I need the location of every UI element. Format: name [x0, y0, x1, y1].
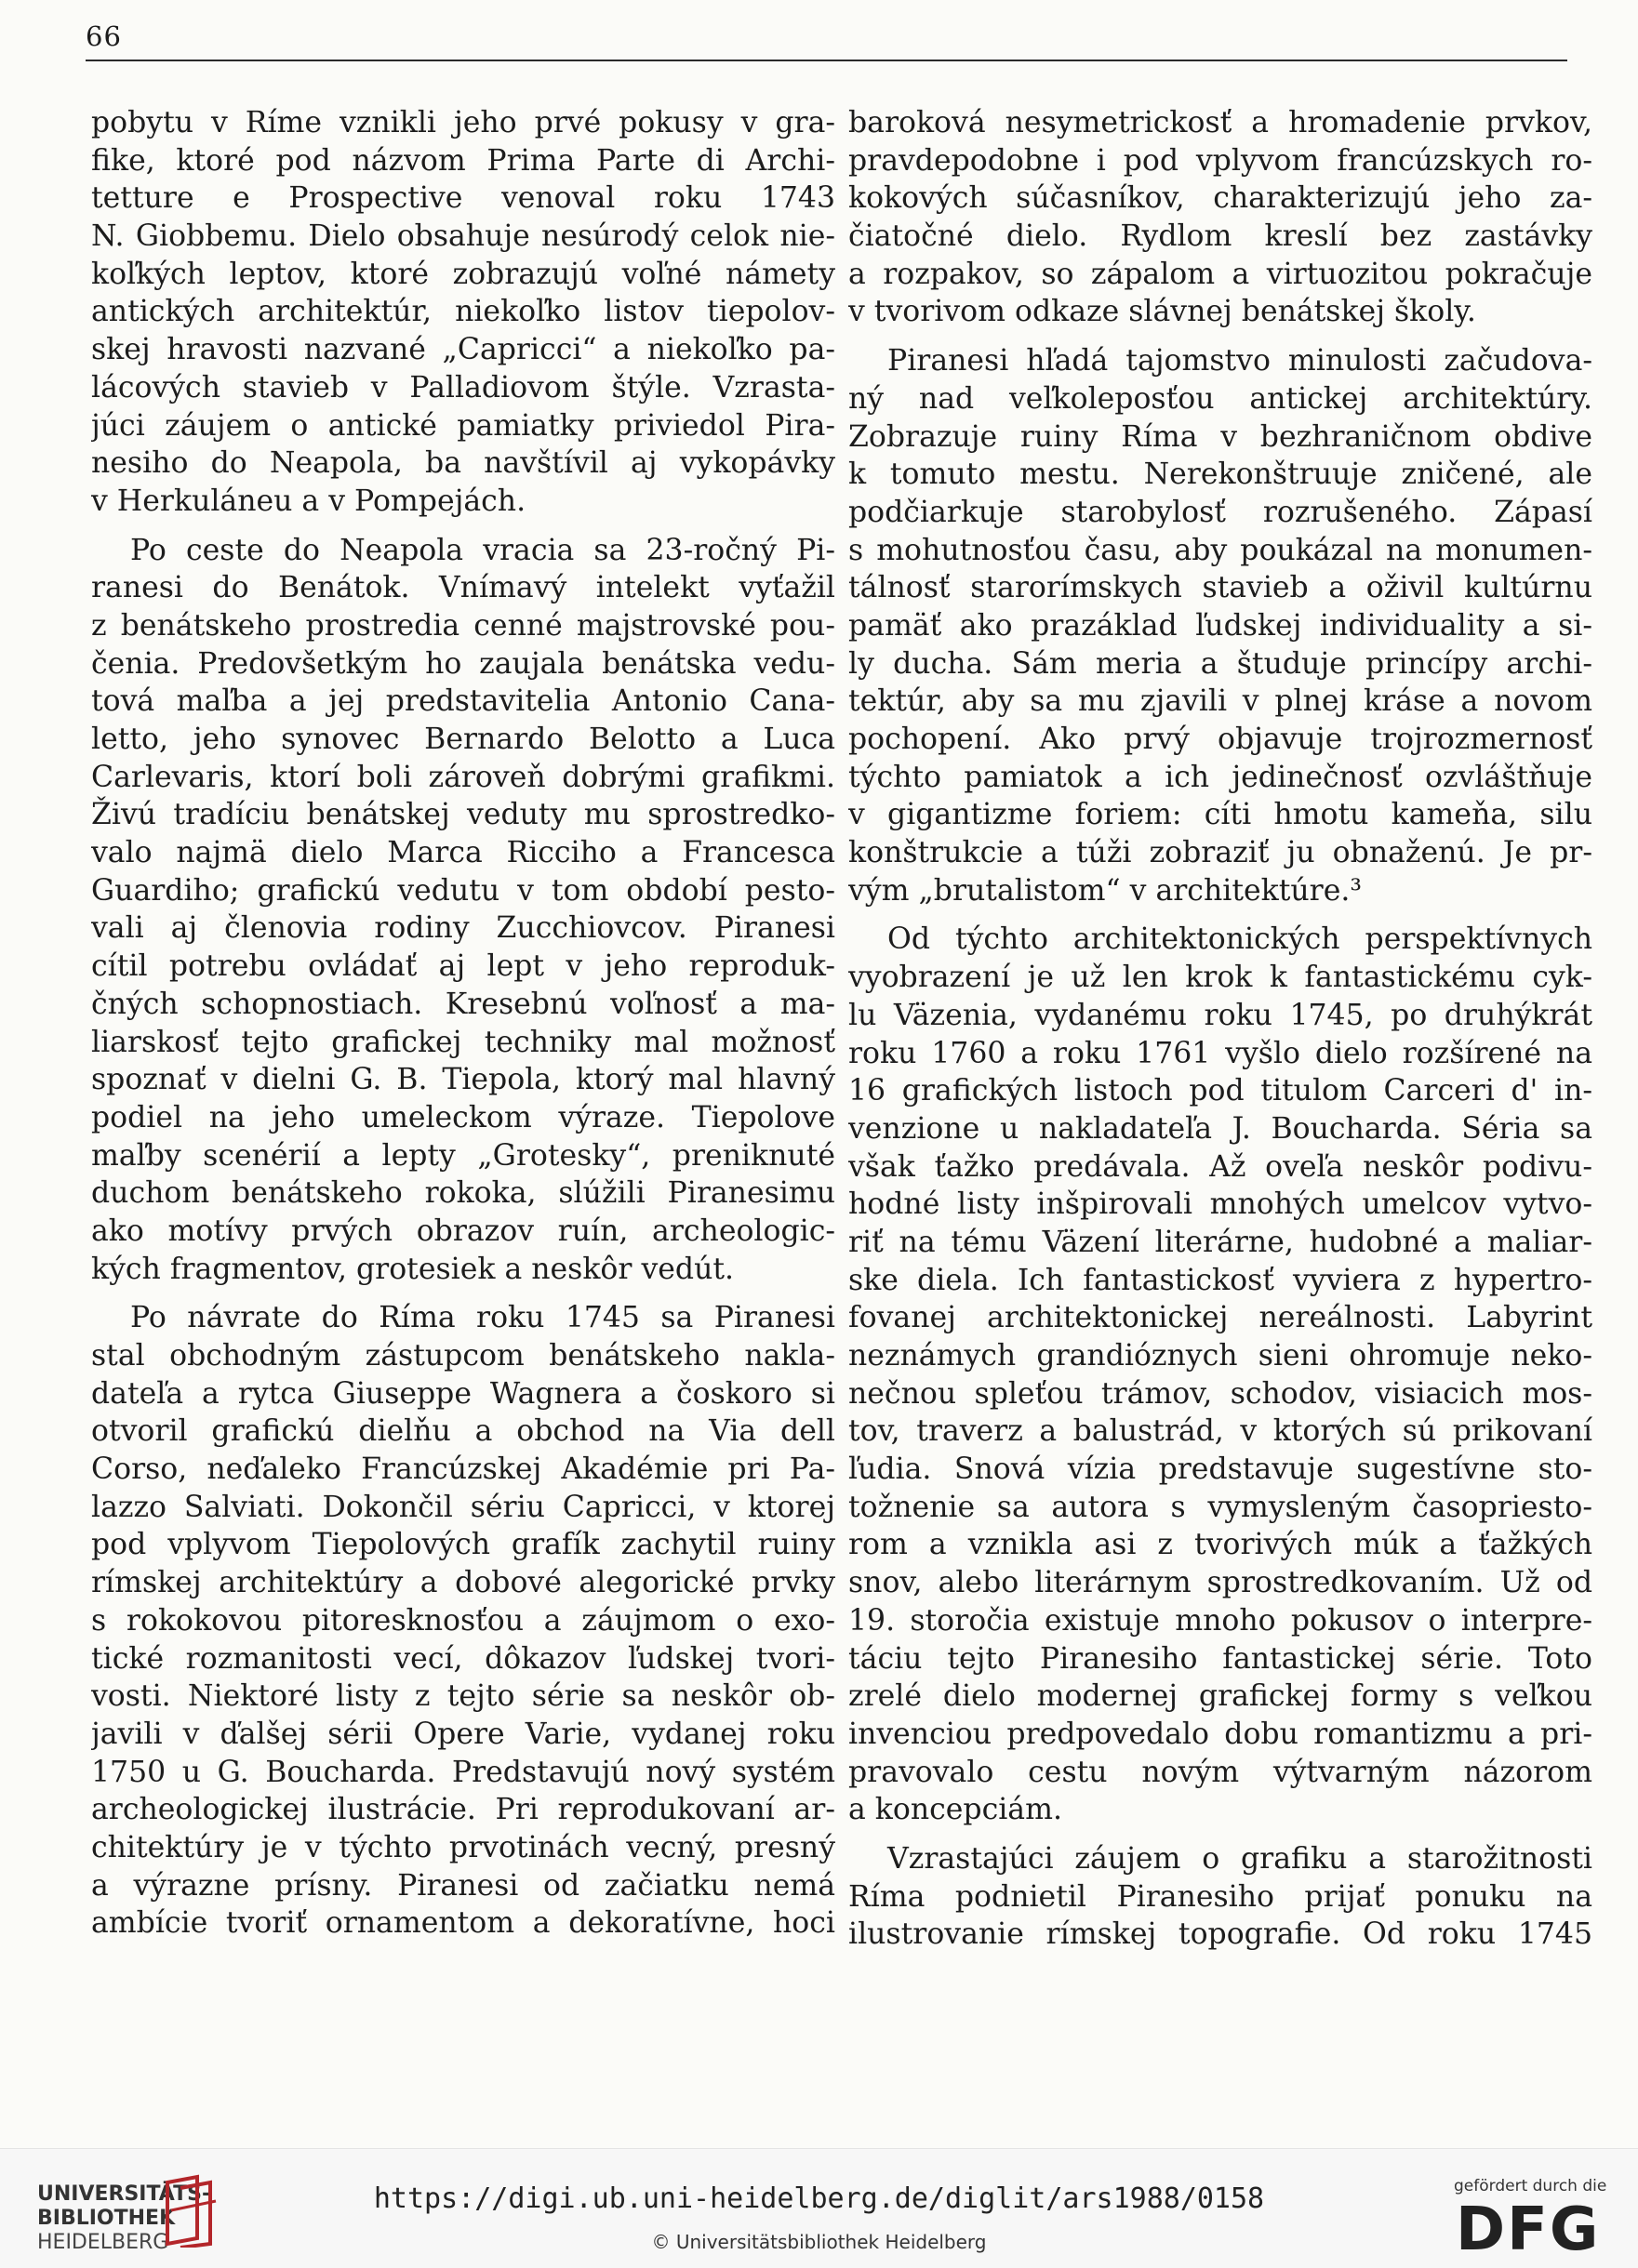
text-line: táciu tejto Piranesiho fantastickej série. Toto — [848, 1641, 1592, 1676]
text-line: spoznať v dielni G. B. Tiepola, ktorý mal hlavný — [91, 1063, 835, 1097]
viewer-footer — [0, 2148, 1638, 2268]
text-line: kých fragmentov, grotesiek a neskôr vedút. — [91, 1252, 735, 1286]
text-line: pobytu v Ríme vznikli jeho prvé pokusy v gra- — [91, 106, 835, 139]
funding-caption: gefördert durch die — [1454, 2177, 1607, 2195]
text-line: riť na tému Väzení literárne, hudobné a maliar- — [848, 1225, 1592, 1259]
text-line: Vzrastajúci záujem o grafiku a starožitnosti — [887, 1841, 1592, 1876]
text-line: v gigantizme foriem: cíti hmotu kameňa, silu — [848, 798, 1592, 832]
text-line: fovanej architektonickej nereálnosti. Labyrint — [848, 1301, 1592, 1335]
text-line: podiel na jeho umeleckom výraze. Tiepolove — [91, 1100, 835, 1134]
text-line: ilustrovanie rímskej topografie. Od roku 1745 — [848, 1917, 1592, 1952]
text-line: baroková nesymetrickosť a hromadenie prvkov, — [848, 106, 1592, 139]
text-line: Carlevaris, ktorí boli zároveň dobrými grafikmi. — [91, 760, 835, 794]
text-line: roku 1760 a roku 1761 vyšlo dielo rozšírené na — [848, 1036, 1592, 1070]
text-line: vali aj členovia rodiny Zucchiovcov. Piranesi — [91, 911, 835, 946]
text-line: 1750 u G. Boucharda. Predstavujú nový systém — [91, 1755, 835, 1789]
text-line: a rozpakov, so zápalom a virtuozitou pokračuje — [848, 257, 1592, 291]
text-line: ranesi do Benátok. Vnímavý intelekt vyťažil — [91, 571, 835, 605]
text-line: stal obchodným zástupcom benátskeho nakla- — [91, 1339, 835, 1373]
text-line: otvoril grafickú dielňu a obchod na Via dell — [91, 1414, 835, 1449]
text-line: júci záujem o antické pamiatky priviedol Pira- — [91, 408, 835, 443]
text-line: čiatočné dielo. Rydlom kreslí bez zastávky — [848, 219, 1592, 254]
text-line: zrelé dielo modernej grafickej formy s veľkou — [848, 1679, 1592, 1714]
text-line: skej hravosti nazvané „Capricci“ a niekoľko pa- — [91, 333, 835, 367]
right-text-column — [848, 104, 1592, 1954]
text-line: archeologickej ilustrácie. Pri reprodukovaní ar- — [91, 1793, 835, 1827]
document-url-link[interactable]: https://digi.ub.uni-heidelberg.de/diglit/ars1988/0158 — [373, 2182, 1265, 2215]
text-line: rom a vznikla asi z tvorivých múk a ťažkých — [848, 1528, 1592, 1562]
dfg-logo-icon[interactable] — [1456, 2197, 1616, 2255]
text-line: javili v ďalšej sérii Opere Varie, vydanej roku — [91, 1717, 835, 1751]
text-line: liarskosť tejto grafickej techniky mal možnosť — [91, 1025, 835, 1059]
text-line: Corso, neďaleko Francúzskej Akadémie pri Pa- — [91, 1452, 835, 1487]
text-line: s rokokovou pitoresknosťou a záujmom o exo- — [91, 1603, 835, 1638]
library-name-line-2: BIBLIOTHEK — [37, 2207, 176, 2230]
text-line: ný nad veľkoleposťou antickej architektúry. — [848, 381, 1592, 416]
text-line: Zobrazuje ruiny Ríma v bezhraničnom obdive — [848, 419, 1592, 454]
text-line: dateľa a rytca Giuseppe Wagnera a čoskoro si — [91, 1376, 835, 1411]
text-line: tožnenie sa autora s vymysleným časopriesto- — [848, 1490, 1592, 1524]
text-line: pod vplyvom Tiepolových grafík zachytil ruiny — [91, 1528, 835, 1562]
text-line: 19. storočia existuje mnoho pokusov o interpre- — [848, 1603, 1592, 1638]
text-line: ambície tvoriť ornamentom a dekoratívne, hoci — [91, 1906, 835, 1941]
text-line: pochopení. Ako prvý objavuje trojrozmernosť — [848, 723, 1592, 756]
text-line: s mohutnosťou času, aby poukázal na monumen- — [848, 533, 1592, 567]
text-line: pravdepodobne i pod vplyvom francúzskych ro- — [848, 143, 1592, 178]
text-line: tová maľba a jej predstavitelia Antonio Cana- — [91, 684, 835, 719]
text-line: cítil potrebu ovládať aj lept v jeho reproduk- — [91, 949, 835, 984]
dfg-logo-text: DFG — [1456, 2197, 1601, 2255]
text-line: nečnou spleťou trámov, schodov, visiacich mos- — [848, 1376, 1592, 1411]
text-line: ako motívy prvých obrazov ruín, archeologic- — [91, 1214, 835, 1248]
text-line: tov, traverz a balustrád, v ktorých sú prikovaní — [848, 1414, 1592, 1449]
text-line: v tvorivom odkaze slávnej benátskej školy. — [848, 295, 1476, 329]
text-line: valo najmä dielo Marca Ricciho a Francesca — [91, 836, 835, 870]
text-line: lazzo Salviati. Dokončil sériu Capricci, v ktorej — [91, 1490, 835, 1524]
text-line: neznámych grandióznych sieni ohromuje neko- — [848, 1339, 1592, 1373]
text-line: vosti. Niektoré listy z tejto série sa neskôr ob- — [91, 1679, 835, 1714]
text-line: hodné listy inšpirovali mnohých umelcov vytvo- — [848, 1187, 1592, 1222]
header-rule — [86, 60, 1567, 61]
paragraph-gap — [848, 331, 1592, 342]
text-line: venzione u nakladateľa J. Boucharda. Séria sa — [848, 1111, 1592, 1146]
text-line: Ríma podnietil Piranesiho prijať ponuku na — [848, 1879, 1592, 1914]
text-line: 16 grafických listoch pod titulom Carceri d' in- — [848, 1074, 1592, 1108]
text-line: týchto pamiatok a ich jedinečnosť ozvláštňuje — [848, 760, 1592, 794]
text-line: a koncepciám. — [848, 1793, 1062, 1827]
text-line: z benátskeho prostredia cenné majstrovské pou- — [91, 608, 835, 643]
text-line: Od týchto architektonických perspektívnych — [887, 922, 1592, 957]
text-line: vyobrazení je už len krok k fantastickému cyk- — [848, 961, 1592, 995]
text-line: ly ducha. Sám meria a študuje princípy archi- — [848, 646, 1592, 681]
text-line: kokových súčasníkov, charakterizujú jeho za- — [848, 181, 1592, 216]
text-line: koľkých leptov, ktoré zobrazujú voľné námety — [91, 257, 835, 291]
text-line: invenciou predpovedalo dobu romantizmu a pri- — [848, 1717, 1592, 1751]
paragraph-gap — [91, 521, 835, 532]
text-line: N. Giobbemu. Dielo obsahuje nesúrodý celok nie- — [91, 219, 835, 254]
text-line: lu Väzenia, vydanému roku 1745, po druhýkrát — [848, 998, 1592, 1032]
text-line: a výrazne prísny. Piranesi od začiatku nemá — [91, 1868, 835, 1903]
text-line: v Herkuláneu a v Pompejách. — [91, 484, 526, 518]
text-line: však ťažko predávala. Až oveľa neskôr podivu- — [848, 1149, 1592, 1184]
library-name-line-3: HEIDELBERG — [37, 2231, 169, 2254]
text-line: pamäť ako prazáklad ľudskej individuality a si- — [848, 608, 1592, 643]
text-line: maľby scenérií a lepty „Grotesky“, preniknuté — [91, 1138, 835, 1173]
text-line: duchom benátskeho rokoka, slúžili Piranesimu — [91, 1176, 835, 1211]
text-line: k tomuto mestu. Nerekonštruuje zničené, ale — [848, 458, 1592, 492]
text-line: nesiho do Neapola, ba navštívil aj vykopávky — [91, 446, 835, 481]
text-line: snov, alebo literárnym sprostredkovaním. Už od — [848, 1566, 1592, 1600]
paragraph-gap — [848, 909, 1592, 921]
text-line: Po ceste do Neapola vracia sa 23-ročný Pi- — [130, 533, 835, 567]
text-line: tektúr, aby sa mu zjavili v plnej kráse a novom — [848, 684, 1592, 719]
text-line: ľudia. Snová vízia predstavuje sugestívne sto- — [848, 1452, 1592, 1487]
text-line: rímskej architektúry a dobové alegorické prvky — [91, 1566, 835, 1600]
text-line: ske diela. Ich fantastickosť vyviera z hypertro- — [848, 1263, 1592, 1297]
text-line: lácových stavieb v Palladiovom štýle. Vzrasta- — [91, 370, 835, 405]
copyright-notice: © Universitätsbibliothek Heidelberg — [651, 2231, 987, 2253]
text-line: vým „brutalistom“ v architektúre.³ — [848, 873, 1362, 908]
text-line: tálnosť starorímskych stavieb a oživil kultúrnu — [848, 571, 1592, 605]
text-line: tetture e Prospective venoval roku 1743 — [91, 181, 835, 216]
paragraph-gap — [848, 1829, 1592, 1840]
text-line: Piranesi hľadá tajomstvo minulosti začudova- — [887, 344, 1592, 378]
text-line: tické rozmanitosti vecí, dôkazov ľudskej tvori- — [91, 1641, 835, 1676]
text-line: čenia. Predovšetkým ho zaujala benátska vedu- — [91, 646, 835, 681]
text-line: konštrukcie a túži zobraziť ju obnaženú. Je pr- — [848, 836, 1592, 870]
left-text-column — [91, 104, 835, 1943]
text-line: Živú tradíciu benátskej veduty mu sprostredko- — [91, 798, 835, 832]
text-line: podčiarkuje starobylosť rozrušeného. Zápasí — [848, 495, 1592, 529]
text-line: čných schopnostiach. Kresebnú voľnosť a ma- — [91, 987, 835, 1021]
library-name-line-1: UNIVERSITÄTS- — [37, 2182, 211, 2206]
text-line: Guardiho; grafickú vedutu v tom období pesto- — [91, 873, 835, 908]
text-line: pravovalo cestu novým výtvarným názorom — [848, 1755, 1592, 1789]
text-line: fike, ktoré pod názvom Prima Parte di Archi- — [91, 143, 835, 178]
page-number: 66 — [86, 20, 122, 52]
text-line: Po návrate do Ríma roku 1745 sa Piranesi — [130, 1301, 835, 1335]
paragraph-gap — [91, 1288, 835, 1299]
text-line: letto, jeho synovec Bernardo Belotto a Luca — [91, 723, 835, 756]
text-line: antických architektúr, niekoľko listov tiepolov- — [91, 295, 835, 329]
text-line: chitektúry je v týchto prvotinách vecný, presný — [91, 1830, 835, 1864]
